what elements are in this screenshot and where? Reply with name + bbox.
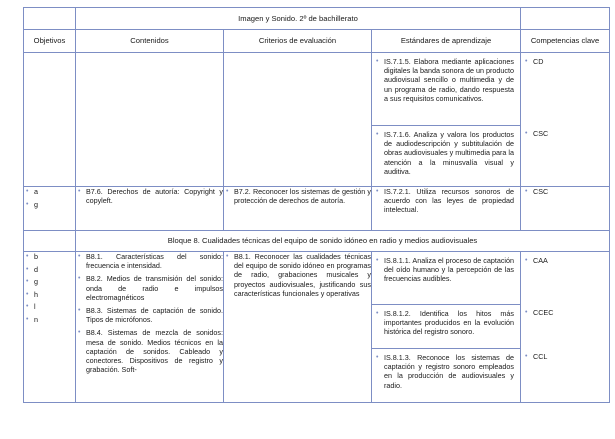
block8-spacer-left <box>24 231 76 252</box>
objetivo-item: • n <box>24 315 75 324</box>
col-header-objetivos: Objetivos <box>24 30 76 53</box>
standard-item <box>372 252 520 305</box>
criterio-item: • B8.1. Reconocer las cualidades técnicas del equipo de sonido idóneo en programas de radio, grabaciones musicales y proyectos audiovisuales, justificando sus características funcionales y operativas <box>224 252 371 298</box>
contenido-item: • B7.6. Derechos de autoría: Copyright y copyleft. <box>76 187 223 205</box>
row2-objetivos-cell <box>24 187 76 231</box>
row2-competencias-cell <box>521 187 610 231</box>
row1-competencias-cell <box>521 53 610 187</box>
competencia-text: • CSC <box>523 129 605 138</box>
objetivo-item: • d <box>24 265 75 274</box>
curriculum-table <box>23 7 610 403</box>
standard-item <box>372 53 520 126</box>
row3-competencias-cell <box>521 252 610 403</box>
contenido-item: • B8.1. Características del sonido: frecuencia e intensidad. <box>76 252 223 270</box>
objetivo-item: • a <box>24 187 75 196</box>
competencia-text: • CAA <box>523 256 605 265</box>
row2-standards-cell <box>372 187 521 231</box>
competencia-item <box>521 53 609 125</box>
objetivo-item: • l <box>24 302 75 311</box>
competencia-text: • CD <box>523 57 605 66</box>
col-header-criterios: Criterios de evaluación <box>224 30 372 53</box>
objetivo-item: • g <box>24 200 75 209</box>
objetivo-item: • h <box>24 290 75 299</box>
row3-objetivos-cell <box>24 252 76 403</box>
competencia-item <box>521 125 609 142</box>
row2-criterios-cell <box>224 187 372 231</box>
col-header-estandares: Estándares de aprendizaje <box>372 30 521 53</box>
row3-criterios-cell <box>224 252 372 403</box>
contenido-item: • B8.2. Medios de transmisión del sonido: onda de radio e impulsos electromagnéticos <box>76 274 223 302</box>
title-spacer-cell <box>24 8 76 30</box>
standard-text: • IS.7.2.1. Utiliza recursos sonoros de acuerdo con las leyes de propiedad intelectual. <box>374 187 514 215</box>
col-header-contenidos: Contenidos <box>76 30 224 53</box>
competencia-item <box>521 348 609 365</box>
competencia-text: • CSC <box>523 187 609 196</box>
row1-objetivos-cell <box>24 53 76 187</box>
competencia-text: • CCEC <box>523 308 605 317</box>
contenido-item: • B8.4. Sistemas de mezcla de sonidos: mesa de sonido. Medios técnicos en la captación de sonidos. Cableado y conectores. Dispositivos de registro y grabación. Soft- <box>76 328 223 374</box>
standard-text: • IS.7.1.6. Analiza y valora los productos de audiodescripción y subtitulación de obras audiovisuales y multimedia para la atención a la minusvalía visual y auditiva. <box>374 130 514 176</box>
row1-contenidos-cell <box>76 53 224 187</box>
contenido-item: • B8.3. Sistemas de captación de sonido. Tipos de micrófonos. <box>76 306 223 324</box>
standard-item <box>372 126 520 180</box>
row2-contenidos-cell <box>76 187 224 231</box>
objetivo-item: • b <box>24 252 75 261</box>
criterio-item: • B7.2. Reconocer los sistemas de gestión y protección de derechos de autoría. <box>224 187 371 205</box>
row1-standards-cell <box>372 53 521 187</box>
block8-title: Bloque 8. Cualidades técnicas del equipo de sonido idóneo en radio y medios audiovisuales <box>76 231 610 252</box>
competencia-text: • CCL <box>523 352 605 361</box>
row3-standards-cell <box>372 252 521 403</box>
standard-item <box>372 349 520 394</box>
standard-text: • IS.8.1.1. Analiza el proceso de captación del oído humano y la percepción de las frecuencias audibles. <box>374 256 514 284</box>
table-title: Imagen y Sonido. 2º de bachillerato <box>76 8 521 30</box>
objetivo-item: • g <box>24 277 75 286</box>
standard-text: • IS.8.1.2. Identifica los hitos más importantes producidos en la evolución histórica del registro sonoro. <box>374 309 514 337</box>
row3-contenidos-cell <box>76 252 224 403</box>
title-spacer-right <box>521 8 610 30</box>
standard-text: • IS.8.1.3. Reconoce los sistemas de captación y registro sonoro empleados en la producción de audiovisuales y radio. <box>374 353 514 390</box>
standard-text: • IS.7.1.5. Elabora mediante aplicaciones digitales la banda sonora de un producto audiovisual sencillo o multimedia y de un programa de radio, dando respuesta a sus requisitos comunicativos. <box>374 57 514 103</box>
col-header-competencias: Competencias clave <box>521 30 610 53</box>
competencia-item <box>521 304 609 348</box>
standard-item <box>372 305 520 349</box>
competencia-item <box>521 252 609 304</box>
row1-criterios-cell <box>224 53 372 187</box>
